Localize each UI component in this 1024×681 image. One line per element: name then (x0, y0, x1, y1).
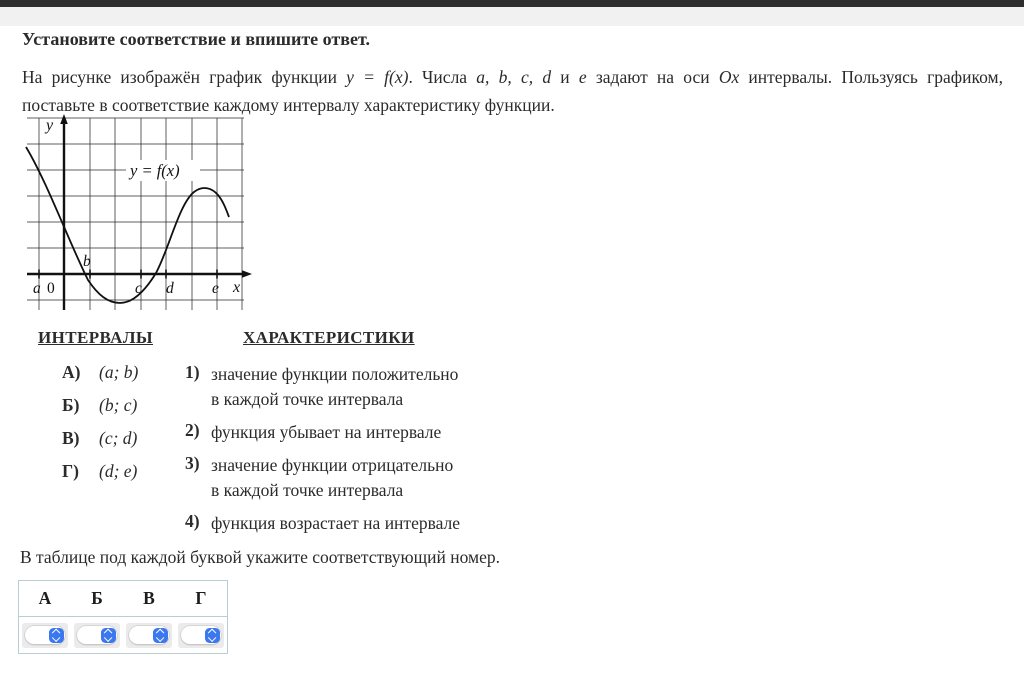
answer-select-g[interactable] (178, 623, 224, 648)
answer-select-b[interactable] (74, 623, 120, 648)
task-line-2: поставьте в соответствие каждому интервалу характеристику функции. (22, 94, 555, 115)
characteristic-number: 2) (185, 420, 200, 440)
interval-letter: Б) (62, 395, 80, 415)
answer-column-a: А (38, 588, 52, 608)
point-label-b: b (83, 253, 91, 270)
interval-value: (c; d) (99, 428, 138, 448)
interval-value: (b; c) (99, 395, 138, 415)
characteristic-text: функция убывает на интервале (211, 422, 442, 442)
characteristic-text: функция возрастает на интервале (211, 513, 461, 533)
answer-select-v[interactable] (126, 623, 172, 648)
point-label-a: a (33, 280, 41, 297)
interval-value: (a; b) (99, 362, 139, 382)
answer-table-selects-row (19, 617, 227, 653)
x-axis-label: x (233, 279, 241, 296)
characteristic-text: значение функции положительно в каждой точке интервала (211, 364, 459, 409)
interval-value: (d; e) (99, 461, 138, 481)
point-label-e: e (212, 280, 219, 297)
interval-letter: Г) (62, 461, 79, 481)
answer-column-b: Б (91, 588, 103, 608)
point-label-d: d (166, 280, 174, 297)
characteristic-text: значение функции отрицательно в каждой точке интервала (211, 455, 454, 500)
select-value-area (129, 626, 169, 644)
answer-column-g: Г (195, 588, 207, 608)
page-title: Установите соответствие и впишите ответ. (22, 29, 370, 49)
header-strip (0, 7, 1024, 26)
intervals-heading: ИНТЕРВАЛЫ (38, 328, 154, 347)
answer-table (18, 580, 228, 654)
select-stepper-icon (205, 628, 220, 643)
y-axis-label: y (46, 117, 54, 134)
select-stepper-icon (153, 628, 168, 643)
characteristic-number: 1) (185, 362, 200, 382)
y-axis (60, 114, 68, 310)
answer-table-header (19, 581, 227, 617)
characteristic-number: 4) (185, 511, 200, 531)
function-graph (22, 114, 252, 314)
top-dark-bar (0, 0, 1024, 7)
task-paragraph (22, 64, 1003, 119)
curve-label: y = f(x) (130, 161, 180, 180)
select-stepper-icon (49, 628, 64, 643)
select-value-area (181, 626, 221, 644)
interval-letter: А) (62, 362, 81, 382)
point-label-c: c (135, 280, 142, 297)
answer-column-v: В (143, 588, 155, 608)
characteristic-number: 3) (185, 453, 200, 473)
answer-instruction: В таблице под каждой буквой укажите соответствующий номер. (20, 547, 500, 567)
answer-select-a[interactable] (22, 623, 68, 648)
interval-letter: В) (62, 428, 80, 448)
task-line-1: На рисунке изображён график функции y = f(x). Числа a, b, c, d и e задают на оси Ox интервалы. Пользуясь графиком, (22, 67, 1003, 87)
x-axis (27, 270, 252, 279)
characteristics-heading: ХАРАКТЕРИСТИКИ (243, 328, 415, 347)
select-stepper-icon (101, 628, 116, 643)
select-value-area (77, 626, 117, 644)
origin-label: 0 (47, 280, 55, 297)
select-value-area (25, 626, 65, 644)
